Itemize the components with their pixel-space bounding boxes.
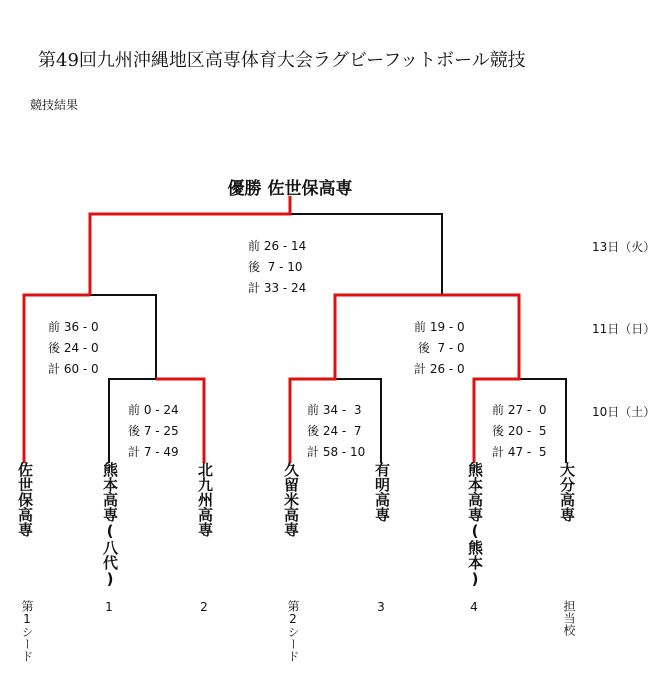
page-subtitle: 競技結果 — [30, 98, 79, 112]
seed-oita: 担当校 — [562, 600, 576, 636]
date-quarterfinal: 10日（土） — [592, 405, 656, 419]
team-kitakyushu: 北九州高専 — [196, 462, 214, 537]
seed-kumamoto-kumamoto: 4 — [470, 600, 478, 614]
seed-kurume: 第2シード — [286, 600, 300, 662]
path-semi1-right — [90, 295, 156, 379]
team-kumamoto-kumamoto: 熊本高専(熊本) — [466, 462, 484, 588]
team-kumamoto-yatsushiro: 熊本高専(八代) — [101, 462, 119, 588]
score-quarter1: 前 0 - 24 後 7 - 25 計 7 - 49 — [128, 403, 179, 459]
team-oita: 大分高専 — [558, 462, 576, 522]
score-quarter2: 前 34 - 3 後 24 - 7 計 58 - 10 — [307, 403, 366, 459]
score-semi1: 前 36 - 0 後 24 - 0 計 60 - 0 — [48, 320, 99, 376]
score-final: 前 26 - 14 後 7 - 10 計 33 - 24 — [248, 239, 307, 295]
path-final-right — [290, 214, 442, 295]
seed-kitakyushu: 2 — [200, 600, 208, 614]
date-final: 13日（火） — [592, 240, 656, 254]
score-semi2: 前 19 - 0 後 7 - 0 計 26 - 0 — [414, 320, 465, 376]
seed-ariake: 3 — [377, 600, 385, 614]
seed-kumamoto-yatsushiro: 1 — [105, 600, 113, 614]
team-sasebo: 佐世保高専 — [16, 462, 34, 537]
date-semifinal: 11日（日） — [592, 322, 656, 336]
team-ariake: 有明高専 — [373, 462, 391, 522]
team-kurume: 久留米高専 — [282, 462, 300, 537]
champion-label: 優勝 佐世保高専 — [227, 179, 353, 199]
page-title: 第49回九州沖縄地区高専体育大会ラグビーフットボール競技 — [38, 50, 526, 71]
score-quarter3: 前 27 - 0 後 20 - 5 計 47 - 5 — [492, 403, 547, 459]
seed-sasebo: 第1シード — [20, 600, 34, 662]
